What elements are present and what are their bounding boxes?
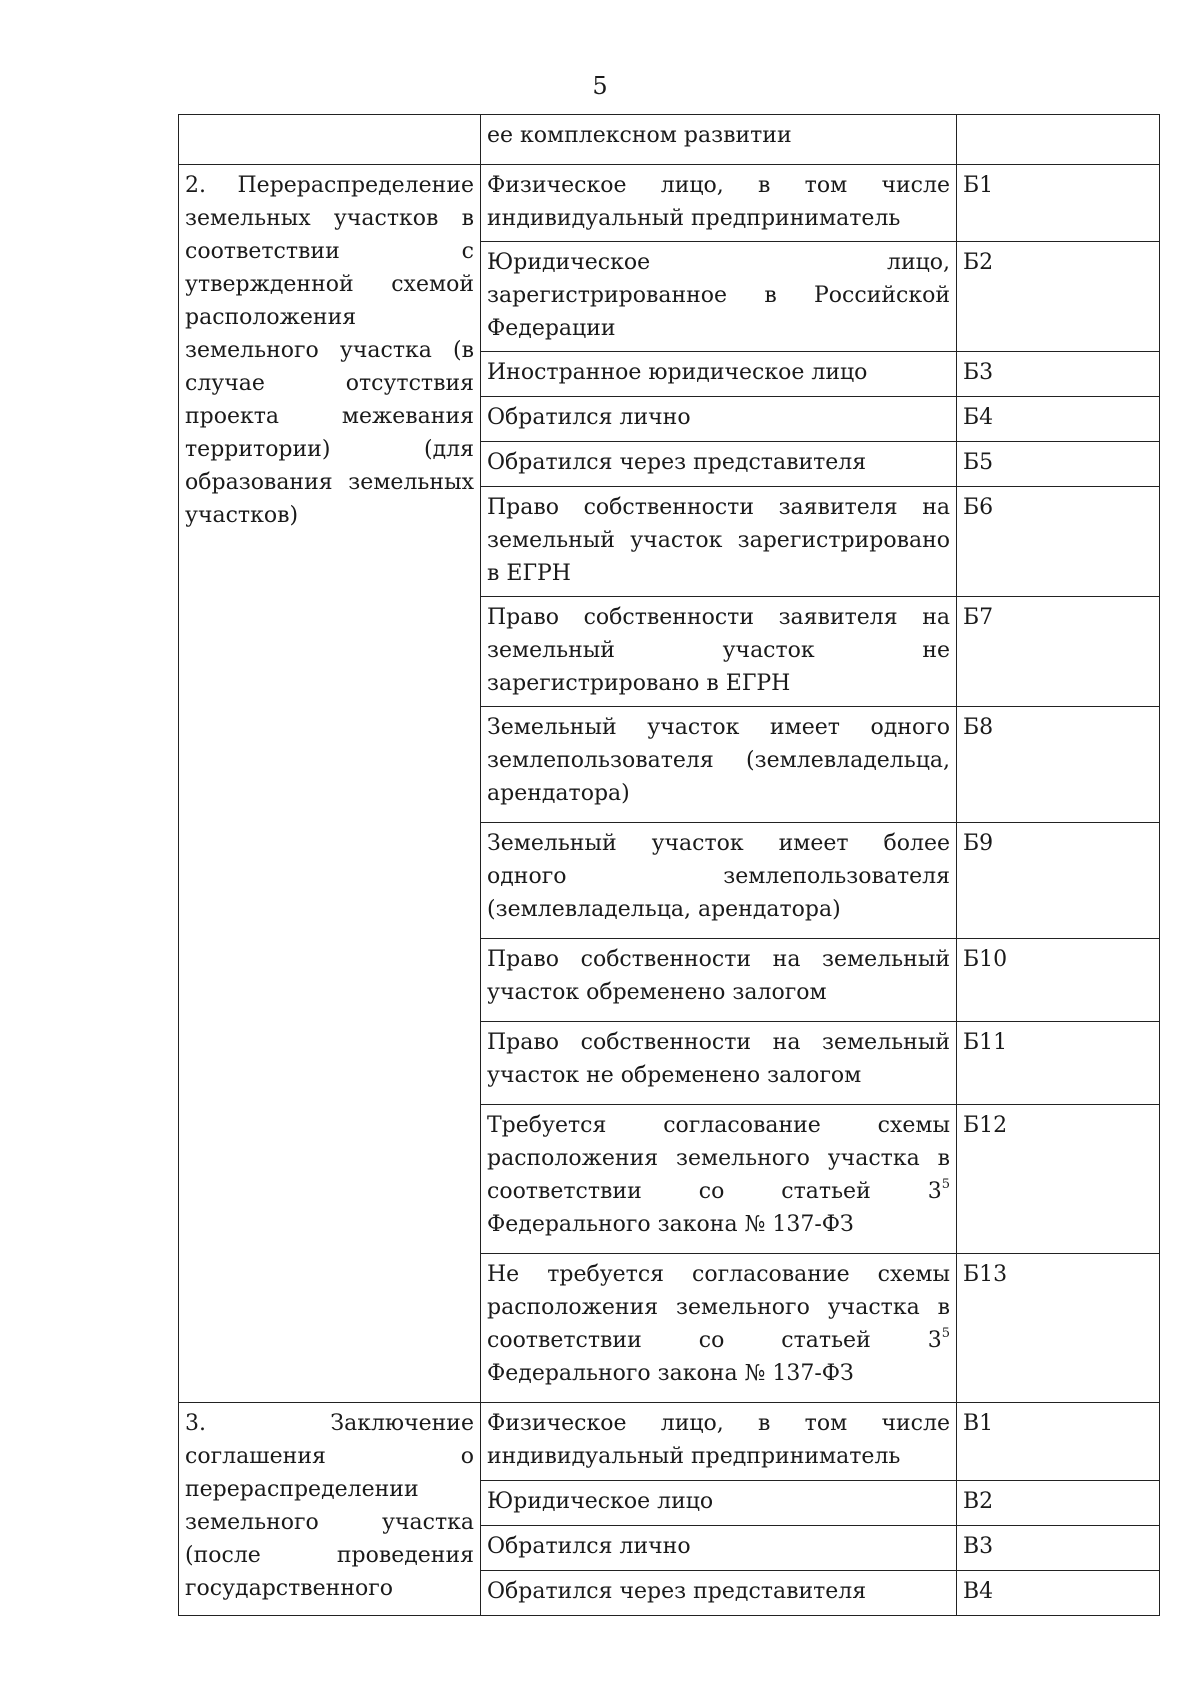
table-cell-code: В4 <box>957 1571 1160 1616</box>
table-row <box>179 115 1160 165</box>
table-cell-code: Б2 <box>957 242 1160 352</box>
table-cell-code: Б12 <box>957 1105 1160 1254</box>
superscript: 5 <box>941 1326 950 1341</box>
table-cell-text: ее комплексном развитии <box>481 115 957 165</box>
table-cell-code: Б11 <box>957 1022 1160 1105</box>
table-cell-text: Право собственности на земельный участок обременено залогом <box>481 939 957 1022</box>
table-cell-text: Обратился через представителя <box>481 1571 957 1616</box>
criteria-table <box>178 114 1160 1616</box>
table-cell-code: Б13 <box>957 1254 1160 1403</box>
table-cell-code: Б1 <box>957 165 1160 242</box>
table-cell-text: Обратился через представителя <box>481 442 957 487</box>
cell-text-part: Федерального закона № 137-ФЗ <box>487 1361 854 1386</box>
table-cell-code: В3 <box>957 1526 1160 1571</box>
table-cell-text: Обратился лично <box>481 1526 957 1571</box>
table-cell-text: Право собственности на земельный участок не обременено залогом <box>481 1022 957 1105</box>
table-cell-text: Обратился лично <box>481 397 957 442</box>
table-cell-text: Право собственности заявителя на земельный участок не зарегистрировано в ЕГРН <box>481 597 957 707</box>
table-cell-code: В1 <box>957 1403 1160 1481</box>
cell-text-part: Федерального закона № 137-ФЗ <box>487 1212 854 1237</box>
table-cell-code: Б10 <box>957 939 1160 1022</box>
section-2-title: 2. Перераспределение земельных участков в соответствии с утвержденной схемой расположения земельного участка (в случае отсутствия проекта межевания территории) (для образования земельных участков) <box>179 165 481 1403</box>
section-3-title: 3. Заключение соглашения о перераспределении земельного участка (после проведения государственного <box>179 1403 481 1616</box>
table-cell-text: Физическое лицо, в том числе индивидуальный предприниматель <box>481 1403 957 1481</box>
table-cell-code: В2 <box>957 1481 1160 1526</box>
table-cell-text: Иностранное юридическое лицо <box>481 352 957 397</box>
table-cell-code: Б7 <box>957 597 1160 707</box>
table-cell-code: Б3 <box>957 352 1160 397</box>
table-cell-code: Б8 <box>957 707 1160 823</box>
table-cell-text: Право собственности заявителя на земельный участок зарегистрировано в ЕГРН <box>481 487 957 597</box>
table-cell-text: Земельный участок имеет более одного землепользователя (землевладельца, арендатора) <box>481 823 957 939</box>
cell-text-part: Не требуется согласование схемы расположения земельного участка в соответствии со статьей 3 <box>487 1262 950 1353</box>
table-cell-text <box>481 1105 957 1254</box>
table-cell-code: Б5 <box>957 442 1160 487</box>
table-cell-code: Б4 <box>957 397 1160 442</box>
superscript: 5 <box>941 1177 950 1192</box>
table-cell-text: Юридическое лицо <box>481 1481 957 1526</box>
table-cell-empty <box>179 115 481 165</box>
table-cell-text <box>481 1254 957 1403</box>
table-cell-text: Физическое лицо, в том числе индивидуальный предприниматель <box>481 165 957 242</box>
table-cell-code: Б6 <box>957 487 1160 597</box>
table-cell-text: Земельный участок имеет одного землепользователя (землевладельца, арендатора) <box>481 707 957 823</box>
cell-text-part: Требуется согласование схемы расположения земельного участка в соответствии со статьей 3 <box>487 1113 950 1204</box>
table-cell-code <box>957 115 1160 165</box>
page-number: 5 <box>592 72 608 100</box>
table-cell-text: Юридическое лицо, зарегистрированное в Российской Федерации <box>481 242 957 352</box>
table-row <box>179 165 1160 242</box>
table-row <box>179 1403 1160 1481</box>
table-cell-code: Б9 <box>957 823 1160 939</box>
